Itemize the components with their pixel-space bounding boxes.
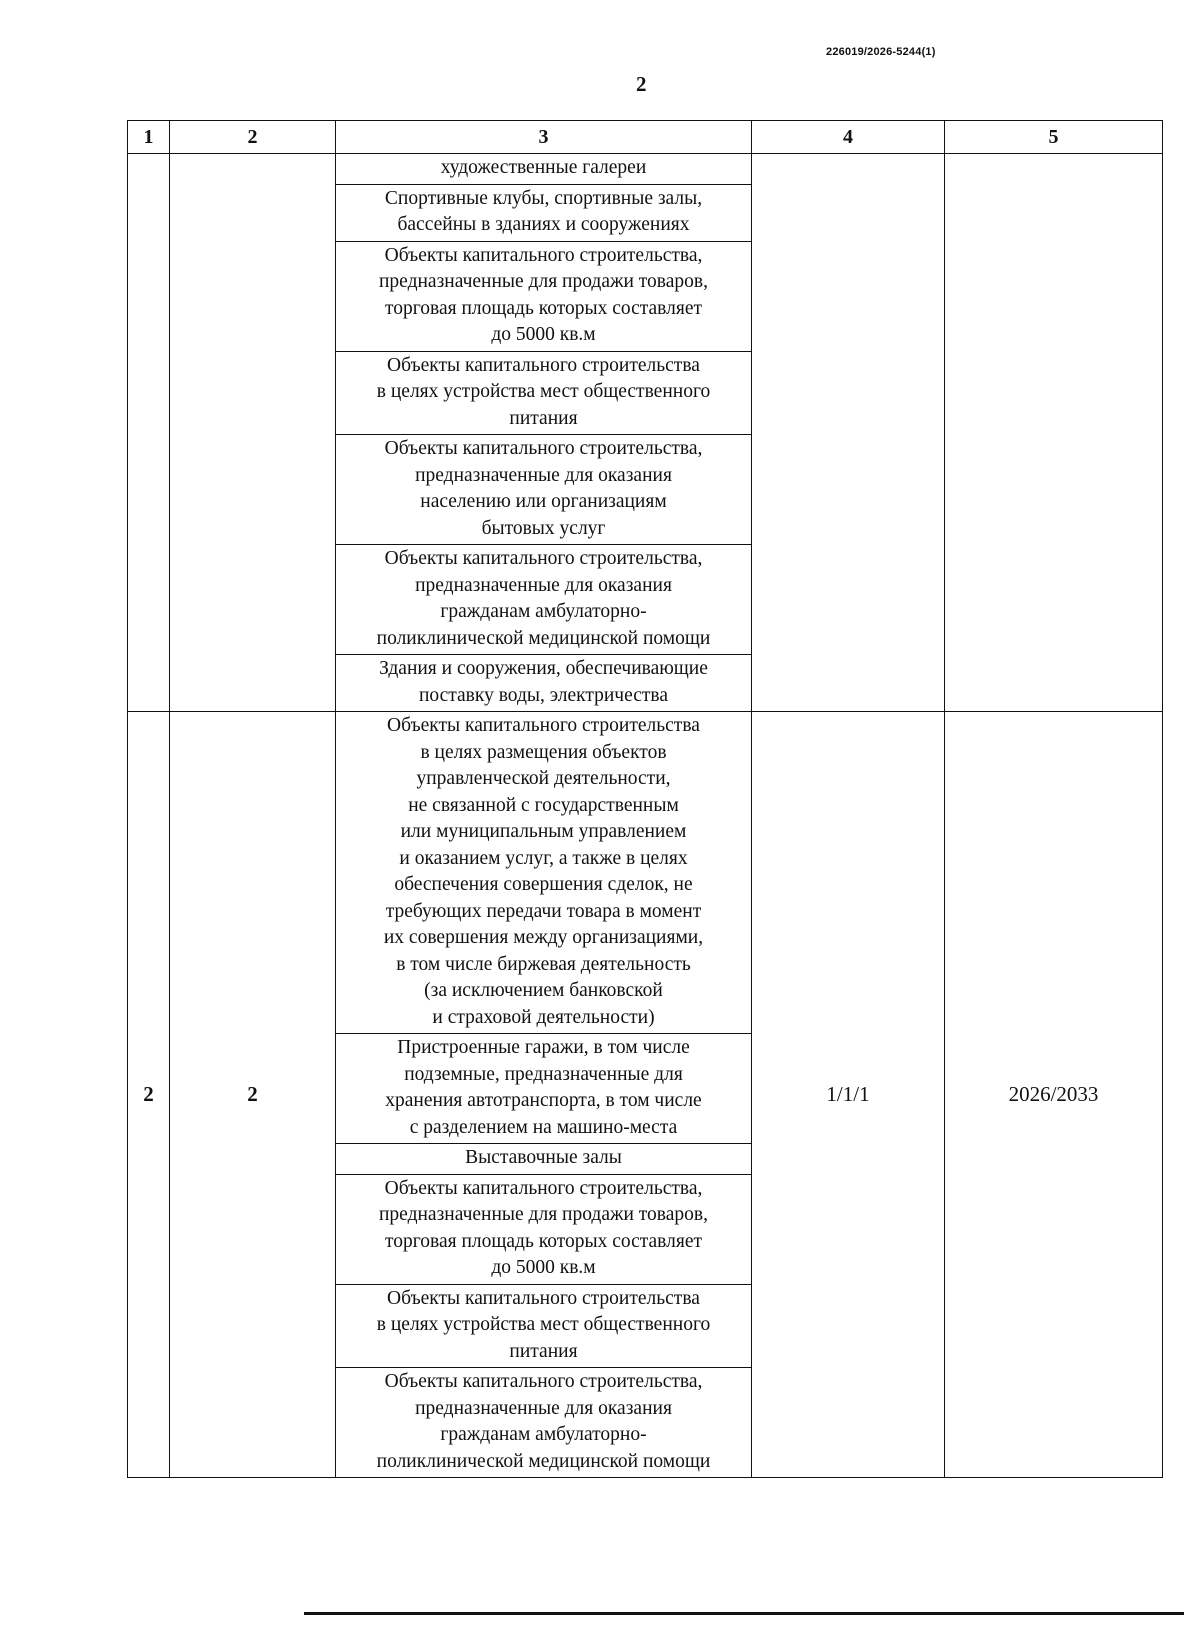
table-row-2 xyxy=(128,712,1163,1478)
use-item-line: Объекты капитального строительства, xyxy=(384,244,703,266)
use-item-line: Объекты капитального строительства xyxy=(387,354,700,376)
use-item-line: (за исключением банковской xyxy=(424,980,663,1001)
cell-col1-empty xyxy=(128,154,170,712)
use-item-line: хранения автотранспорта, в том числе xyxy=(385,1090,702,1111)
use-item-line: поликлинической медицинской помощи xyxy=(376,1450,711,1472)
cell-permitted-uses xyxy=(336,154,752,712)
use-item-line: Объекты капитального строительства xyxy=(387,715,700,736)
use-item-line: управленческой деятельности, xyxy=(416,768,671,789)
use-item-line: их совершения между организациями, xyxy=(383,927,704,948)
table-header-row xyxy=(128,121,1163,154)
use-item-line: Объекты капитального строительства, xyxy=(384,438,703,459)
cell-col4-empty xyxy=(752,154,945,712)
use-item-line: Объекты капитального строительства, xyxy=(384,1371,703,1392)
use-item-line: художественные галереи xyxy=(440,157,647,178)
use-item-line: Объекты капитального строительства, xyxy=(384,1177,703,1199)
use-item-line: или муниципальным управлением xyxy=(400,821,687,842)
use-item xyxy=(336,1033,751,1143)
cell-parameters: 1/1/1 xyxy=(752,712,945,1478)
use-item-line: до 5000 кв.м xyxy=(491,1257,596,1278)
use-item-line: предназначенные для оказания xyxy=(415,1397,672,1419)
use-item xyxy=(336,184,751,241)
cell-permitted-uses xyxy=(336,712,752,1478)
use-item-line: предназначенные для оказания xyxy=(415,464,672,486)
use-list xyxy=(336,712,751,1477)
use-item-line: Объекты капитального строительства, xyxy=(384,548,703,569)
use-item-line: гражданам амбулаторно- xyxy=(440,1424,647,1445)
use-item xyxy=(336,351,751,435)
use-item-line: Объекты капитального строительства xyxy=(387,1287,700,1309)
bottom-divider-line xyxy=(304,1612,1184,1615)
cell-years: 2026/2033 xyxy=(945,712,1163,1478)
use-item xyxy=(336,241,751,351)
column-header-1: 1 xyxy=(128,121,170,154)
use-item-line: Выставочные залы xyxy=(465,1147,622,1168)
use-item-line: населению или организациям xyxy=(420,491,667,512)
use-item-line: обеспечения совершения сделок, не xyxy=(394,874,693,895)
table-row-continuation xyxy=(128,154,1163,712)
use-item-line: до 5000 кв.м xyxy=(491,324,596,345)
use-item xyxy=(336,1143,751,1174)
use-item xyxy=(336,1174,751,1284)
use-item-line: в целях устройства мест общественного xyxy=(376,381,711,402)
use-item-line: предназначенные для оказания xyxy=(415,574,672,596)
use-item-line: и страховой деятельности) xyxy=(432,1006,655,1028)
use-item-line: требующих передачи товара в момент xyxy=(385,900,702,922)
cell-col2-empty xyxy=(170,154,336,712)
use-item-line: и оказанием услуг, а также в целях xyxy=(399,847,688,869)
column-header-5: 5 xyxy=(945,121,1163,154)
page-number: 2 xyxy=(636,72,647,96)
use-item-line: Пристроенные гаражи, в том числе xyxy=(397,1037,690,1058)
document-registration-number: 226019/2026-5244(1) xyxy=(826,46,936,58)
use-item xyxy=(336,1284,751,1368)
use-item-line: в целях размещения объектов xyxy=(420,741,667,763)
use-item xyxy=(336,1367,751,1477)
use-item-line: бытовых услуг xyxy=(481,517,606,539)
use-item-line: бассейны в зданиях и сооружениях xyxy=(397,214,690,235)
use-item-line: питания xyxy=(509,407,578,429)
use-item-line: поликлинической медицинской помощи xyxy=(376,627,711,649)
use-item-line: Спортивные клубы, спортивные залы, xyxy=(384,187,703,209)
column-header-4: 4 xyxy=(752,121,945,154)
column-header-3: 3 xyxy=(336,121,752,154)
use-item xyxy=(336,544,751,654)
use-item-line: торговая площадь которых составляет xyxy=(384,297,702,319)
use-item-line: подземные, предназначенные для xyxy=(404,1063,683,1085)
use-list xyxy=(336,154,751,711)
use-item xyxy=(336,154,751,184)
use-item xyxy=(336,712,751,1033)
cell-row-number: 2 xyxy=(128,712,170,1478)
use-item-line: с разделением на машино-места xyxy=(409,1116,678,1138)
use-item-line: предназначенные для продажи товаров, xyxy=(378,271,708,292)
use-item-line: в том числе биржевая деятельность xyxy=(396,953,691,975)
use-item-line: не связанной с государственным xyxy=(408,794,679,816)
use-item-line: в целях устройства мест общественного xyxy=(376,1314,711,1335)
use-item-line: предназначенные для продажи товаров, xyxy=(378,1204,708,1225)
use-item-line: питания xyxy=(509,1340,578,1362)
use-item-line: Здания и сооружения, обеспечивающие xyxy=(379,658,708,679)
cell-col5-empty xyxy=(945,154,1163,712)
use-item xyxy=(336,654,751,711)
cell-zone-number: 2 xyxy=(170,712,336,1478)
use-item-line: гражданам амбулаторно- xyxy=(440,601,647,622)
column-header-2: 2 xyxy=(170,121,336,154)
use-item xyxy=(336,434,751,544)
zoning-table xyxy=(127,120,1163,1478)
use-item-line: поставку воды, электричества xyxy=(418,684,669,706)
use-item-line: торговая площадь которых составляет xyxy=(384,1230,702,1252)
